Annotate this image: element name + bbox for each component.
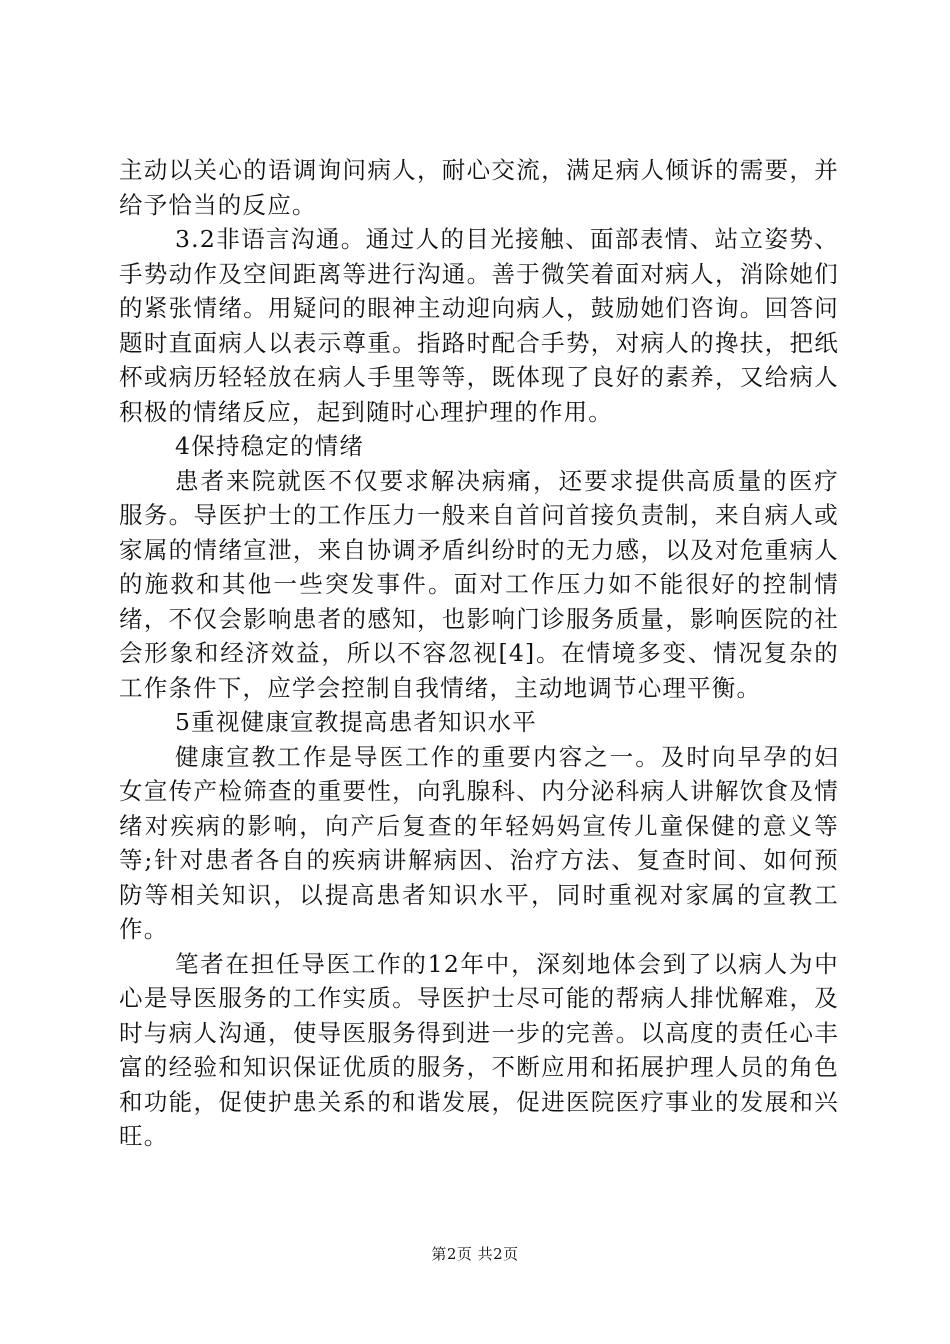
paragraph-work-pressure: 患者来院就医不仅要求解决病痛，还要求提供高质量的医疗服务。导医护士的工作压力一般来自首问首接负责制，来自病人或家属的情绪宣泄，来自协调矛盾纠纷时的无力感，以及对危重病人的施救和其他一些突发事件。面对工作压力如不能很好的控制情绪，不仅会影响患者的感知，也影响门诊服务质量，影响医院的社会形象和经济效益，所以不容忽视[4]。在情境多变、情况复杂的工作条件下，应学会控制自我情绪，主动地调节心理平衡。 [119, 466, 839, 702]
paragraph-nonverbal-communication: 3.2非语言沟通。通过人的目光接触、面部表情、站立姿势、手势动作及空间距离等进行沟通。善于微笑着面对病人，消除她们的紧张情绪。用疑问的眼神主动迎向病人，鼓励她们咨询。回答问题时直面病人以表示尊重。指路时配合手势，对病人的搀扶，把纸杯或病历轻轻放在病人手里等等，既体现了良好的素养，又给病人积极的情绪反应，起到随时心理护理的作用。 [119, 225, 839, 426]
paragraph-health-education: 健康宣教工作是导医工作的重要内容之一。及时向早孕的妇女宣传产检筛查的重要性，向乳腺科、内分泌科病人讲解饮食及情绪对疾病的影响，向产后复查的年轻妈妈宣传儿童保健的意义等等;针对患者各自的疾病讲解病因、治疗方法、复查时间、如何预防等相关知识，以提高患者知识水平，同时重视对家属的宣教工作。 [119, 742, 839, 943]
section-heading-stable-emotions: 4保持稳定的情绪 [175, 432, 365, 460]
page-number-footer: 第2页 共2页 [431, 1245, 519, 1263]
paragraph-conclusion: 笔者在担任导医工作的12年中，深刻地体会到了以病人为中心是导医服务的工作实质。导医护士尽可能的帮病人排忧解难，及时与病人沟通，使导医服务得到进一步的完善。以高度的责任心丰富的经验和知识保证优质的服务，不断应用和拓展护理人员的角色和功能，促使护患关系的和谐发展，促进医院医疗事业的发展和兴旺。 [119, 949, 839, 1150]
document-body [119, 153, 839, 1154]
paragraph-continuation: 主动以关心的语调询问病人，耐心交流，满足病人倾诉的需要，并给予恰当的反应。 [119, 156, 839, 219]
section-heading-health-education: 5重视健康宣教提高患者知识水平 [175, 708, 537, 736]
